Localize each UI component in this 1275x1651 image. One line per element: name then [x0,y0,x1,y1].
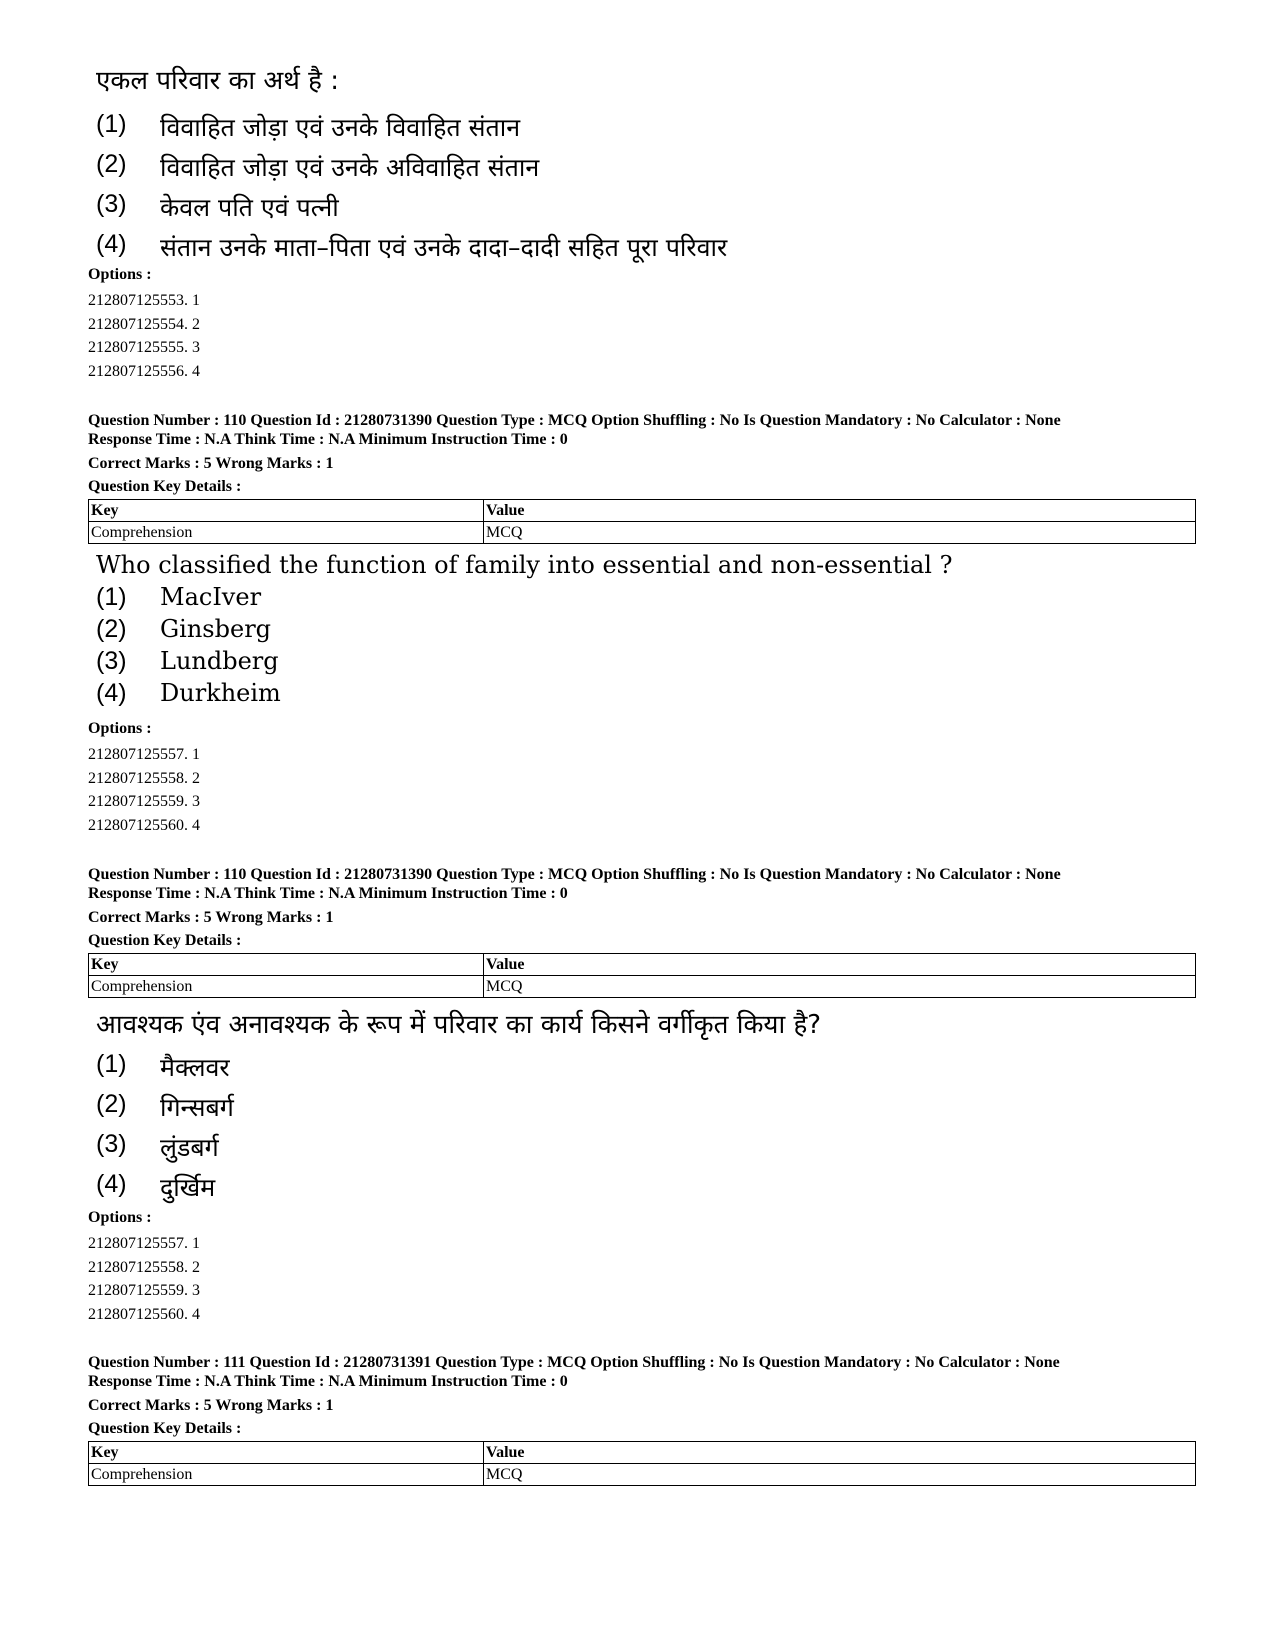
key-cell: Comprehension [89,522,484,544]
answer-number: (1) [96,110,127,138]
answer-text: केवल पति एवं पत्नी [160,193,339,222]
option-id: 212807125556. 4 [88,362,200,380]
table-row [89,1464,1196,1486]
option-id: 212807125559. 3 [88,793,200,810]
answer-number: (3) [96,190,127,218]
question-text: आवश्यक एंव अनावश्यक के रूप में परिवार का कार्य किसने वर्गीकृत किया है? [96,1010,822,1040]
question-meta: Question Number : 111 Question Id : 21280731391 Question Type : MCQ Option Shuffling : No Is Question Mandatory : No Calculator : None [88,1354,1060,1371]
key-cell: Comprehension [89,1464,484,1486]
options-label: Options : [88,1209,152,1226]
question-marks: Correct Marks : 5 Wrong Marks : 1 [88,909,334,926]
option-id: 212807125560. 4 [88,1305,200,1323]
answer-text: लुंडबर्ग [160,1133,219,1162]
table-header-row [89,500,1196,522]
key-details-label: Question Key Details : [88,1420,242,1437]
answer-text: Ginsberg [160,615,272,643]
answer-text: दुर्खिम [160,1173,216,1202]
answer-number: (3) [96,647,127,675]
question-text: Who classified the function of family into essential and non-essential ? [96,551,953,579]
answer-number: (1) [96,583,127,611]
answer-number: (4) [96,230,127,258]
key-cell: Comprehension [89,976,484,998]
value-cell: MCQ [484,522,1196,544]
option-id: 212807125553. 1 [88,292,200,309]
table-row [89,522,1196,544]
value-header: Value [484,954,1196,976]
option-id: 212807125557. 1 [88,746,200,763]
question-timing: Response Time : N.A Think Time : N.A Minimum Instruction Time : 0 [88,1373,568,1390]
option-id: 212807125555. 3 [88,339,200,356]
answer-text: विवाहित जोड़ा एवं उनके अविवाहित संतान [160,153,540,182]
key-details-label: Question Key Details : [88,478,242,495]
value-cell: MCQ [484,976,1196,998]
option-id: 212807125554. 2 [88,315,200,333]
answer-number: (2) [96,1090,127,1118]
table-header-row [89,1442,1196,1464]
answer-text: गिन्सबर्ग [160,1093,234,1122]
question-marks: Correct Marks : 5 Wrong Marks : 1 [88,455,334,472]
answer-text: MacIver [160,583,262,611]
answer-number: (1) [96,1050,127,1078]
option-id: 212807125559. 3 [88,1282,200,1299]
question-timing: Response Time : N.A Think Time : N.A Minimum Instruction Time : 0 [88,431,568,448]
option-id: 212807125557. 1 [88,1235,200,1252]
answer-text: संतान उनके माता–पिता एवं उनके दादा–दादी सहित पूरा परिवार [160,233,728,262]
question-meta: Question Number : 110 Question Id : 21280731390 Question Type : MCQ Option Shuffling : No Is Question Mandatory : No Calculator : None [88,866,1061,883]
options-list [88,1232,200,1326]
options-label: Options : [88,720,152,737]
answer-number: (4) [96,1170,127,1198]
option-id: 212807125558. 2 [88,769,200,787]
answer-text: Durkheim [160,679,281,707]
value-header: Value [484,1442,1196,1464]
key-details-table [88,1441,1196,1486]
question-marks: Correct Marks : 5 Wrong Marks : 1 [88,1397,334,1414]
question-meta: Question Number : 110 Question Id : 21280731390 Question Type : MCQ Option Shuffling : No Is Question Mandatory : No Calculator : None [88,412,1061,429]
table-header-row [89,954,1196,976]
answer-number: (4) [96,679,127,707]
key-header: Key [89,954,484,976]
key-details-label: Question Key Details : [88,932,242,949]
answer-number: (3) [96,1130,127,1158]
answer-text: विवाहित जोड़ा एवं उनके विवाहित संतान [160,113,521,142]
answer-text: Lundberg [160,647,279,675]
option-id: 212807125558. 2 [88,1258,200,1276]
table-row [89,976,1196,998]
options-list [88,743,200,837]
options-label: Options : [88,266,152,283]
question-text: एकल परिवार का अर्थ है : [96,66,340,96]
value-cell: MCQ [484,1464,1196,1486]
answer-number: (2) [96,615,127,643]
key-header: Key [89,1442,484,1464]
answer-text: मैक्लवर [160,1053,230,1082]
question-timing: Response Time : N.A Think Time : N.A Minimum Instruction Time : 0 [88,885,568,902]
key-details-table [88,953,1196,998]
value-header: Value [484,500,1196,522]
answer-number: (2) [96,150,127,178]
options-list [88,289,200,383]
key-header: Key [89,500,484,522]
key-details-table [88,499,1196,544]
option-id: 212807125560. 4 [88,816,200,834]
